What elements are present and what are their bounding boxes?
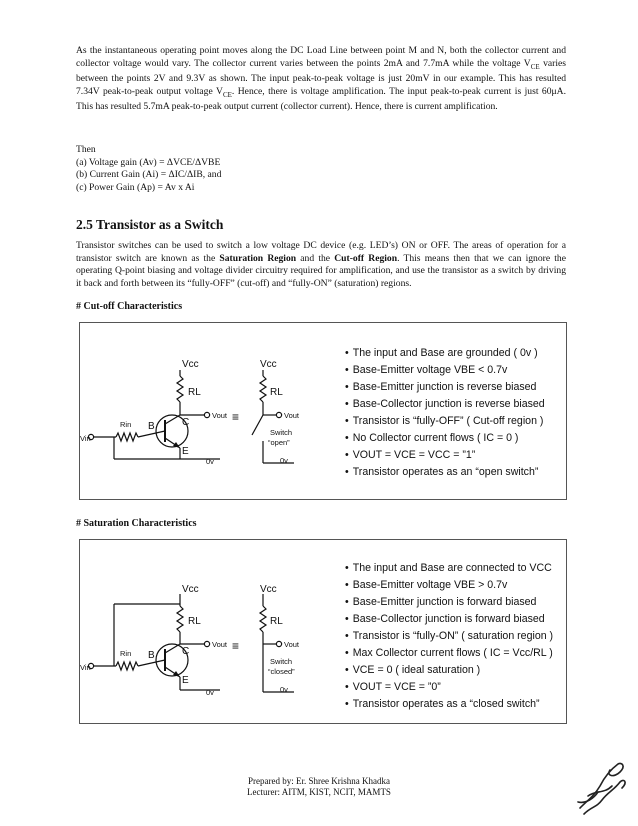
vce-symbol: $V_{CE}$ (523, 57, 540, 71)
switch-0v-label: 0v (280, 456, 288, 465)
rl-label: RL (188, 616, 201, 627)
switch-vcc-label: Vcc (260, 584, 277, 595)
cutoff-bullet: • The input and Base are grounded ( 0v ) (345, 345, 545, 362)
saturation-bullet: • Transistor is “fully-ON” ( saturation region ) (345, 628, 553, 645)
cutoff-panel (79, 322, 567, 500)
emitter-label: E (182, 446, 189, 457)
saturation-bullet: • Transistor operates as a “closed switch” (345, 696, 553, 713)
intro-paragraph (76, 45, 566, 114)
power-gain: (c) Power Gain (Ap) = Av x Ai (76, 181, 195, 193)
switch-rl-label: RL (270, 387, 283, 398)
saturation-bullet: • Base-Emitter voltage VBE > 0.7v (345, 577, 553, 594)
cutoff-bullet: • Transistor operates as an “open switch” (345, 464, 545, 481)
emitter-label: E (182, 675, 189, 686)
cutoff-bullet: • Base-Emitter junction is reverse biased (345, 379, 545, 396)
base-label: B (148, 421, 155, 432)
equivalent-sign: ≡ (232, 410, 240, 424)
cutoff-circuit-diagram (80, 323, 340, 499)
switch-vout-label: Vout (284, 411, 300, 420)
ground-0v-label: 0v (206, 688, 214, 697)
saturation-region-term: Saturation Region (219, 252, 297, 264)
switch-vout-label: Vout (284, 640, 300, 649)
saturation-bullet: • Max Collector current flows ( IC = Vcc/RL ) (345, 645, 553, 662)
current-gain: (b) Current Gain (Ai) = ΔIC/ΔIB, and (76, 169, 222, 181)
cutoff-title: # Cut-off Characteristics (76, 301, 183, 312)
saturation-bullet: • The input and Base are connected to VCC (345, 560, 553, 577)
rin-label: Rin (120, 649, 132, 658)
intro-text-2: varies between the points 2V and 9.3V as shown. The input peak-to-peak voltage is just 20mV in our example. This has resulted 7.34V peak-to-peak output voltage (76, 57, 566, 97)
cutoff-bullet-list (345, 345, 545, 481)
section-paragraph: Transistor switches can be used to switch a low voltage DC device (e.g. LED’s) ON or OFF. The areas of operation for a transistor switch are known as the Saturation Region and the Cut-off Region. This means then that we can ignore the operating Q-point biasing and voltage divider circuitry required for amplification, and use the transistor as a switch by driving it back and forth between its “fully-OFF” (cut-off) and “fully-ON” (saturation) regions. (76, 240, 566, 289)
switch-label: Switch (270, 657, 293, 666)
signature-image (574, 756, 632, 818)
switch-state-label: “closed” (268, 667, 295, 676)
gain-formulas (76, 144, 221, 194)
switch-0v-label: 0v (280, 685, 288, 694)
section-heading: 2.5 Transistor as a Switch (76, 217, 224, 232)
saturation-bullet-list (345, 560, 553, 713)
collector-label: C (182, 417, 190, 428)
footer-affiliation: Lecturer: AITM, KIST, NCIT, MAMTS (247, 787, 391, 797)
rl-label: RL (188, 387, 201, 398)
then-label: Then (76, 144, 96, 155)
saturation-bullet: • Base-Collector junction is forward biased (345, 611, 553, 628)
collector-label: C (182, 646, 190, 657)
saturation-title: # Saturation Characteristics (76, 518, 197, 529)
equivalent-sign: ≡ (232, 639, 240, 653)
footer-author: Prepared by: Er. Shree Krishna Khadka (248, 776, 390, 786)
page-footer (0, 776, 638, 798)
vout-label: Vout (212, 640, 228, 649)
cutoff-bullet: • VOUT = VCE = VCC = ”1” (345, 447, 545, 464)
cutoff-bullet: • Transistor is “fully-OFF” ( Cut-off region ) (345, 413, 545, 430)
ground-0v-label: 0v (206, 457, 214, 466)
rin-label: Rin (120, 420, 132, 429)
switch-vcc-label: Vcc (260, 359, 277, 370)
switch-rl-label: RL (270, 616, 283, 627)
cutoff-bullet: • Base-Emitter voltage VBE < 0.7v (345, 362, 545, 379)
intro-text-1: As the instantaneous operating point moves along the DC Load Line between point M and N, both the collector current and collector voltage would vary. The collector current varies between the points 2mA and 7.7mA while the voltage (76, 45, 566, 69)
voltage-gain: (a) Voltage gain (Av) = ΔVCE/ΔVBE (76, 156, 221, 168)
base-label: B (148, 650, 155, 661)
vce-symbol-2: $V_{CE}$ (216, 85, 232, 99)
vin-label: Vin (80, 663, 91, 672)
saturation-bullet: • VCE = 0 ( ideal saturation ) (345, 662, 553, 679)
cutoff-region-term: Cut-off Region (334, 252, 398, 264)
saturation-circuit-diagram (80, 540, 340, 723)
vcc-label: Vcc (182, 359, 199, 370)
vin-label: Vin (80, 434, 91, 443)
intro-text-3: . Hence, there is voltage amplification. The input peak-to-peak current is just 60μA. This has resulted 5.7mA peak-to-peak output current (collector current). Hence, there is current amplification. (76, 85, 566, 113)
switch-state-label: “open” (268, 438, 290, 447)
vcc-label: Vcc (182, 584, 199, 595)
switch-label: Switch (270, 428, 293, 437)
vout-label: Vout (212, 411, 228, 420)
cutoff-bullet: • No Collector current flows ( IC = 0 ) (345, 430, 545, 447)
saturation-panel (79, 539, 567, 724)
cutoff-bullet: • Base-Collector junction is reverse biased (345, 396, 545, 413)
saturation-bullet: • VOUT = VCE = ”0” (345, 679, 553, 696)
saturation-bullet: • Base-Emitter junction is forward biased (345, 594, 553, 611)
